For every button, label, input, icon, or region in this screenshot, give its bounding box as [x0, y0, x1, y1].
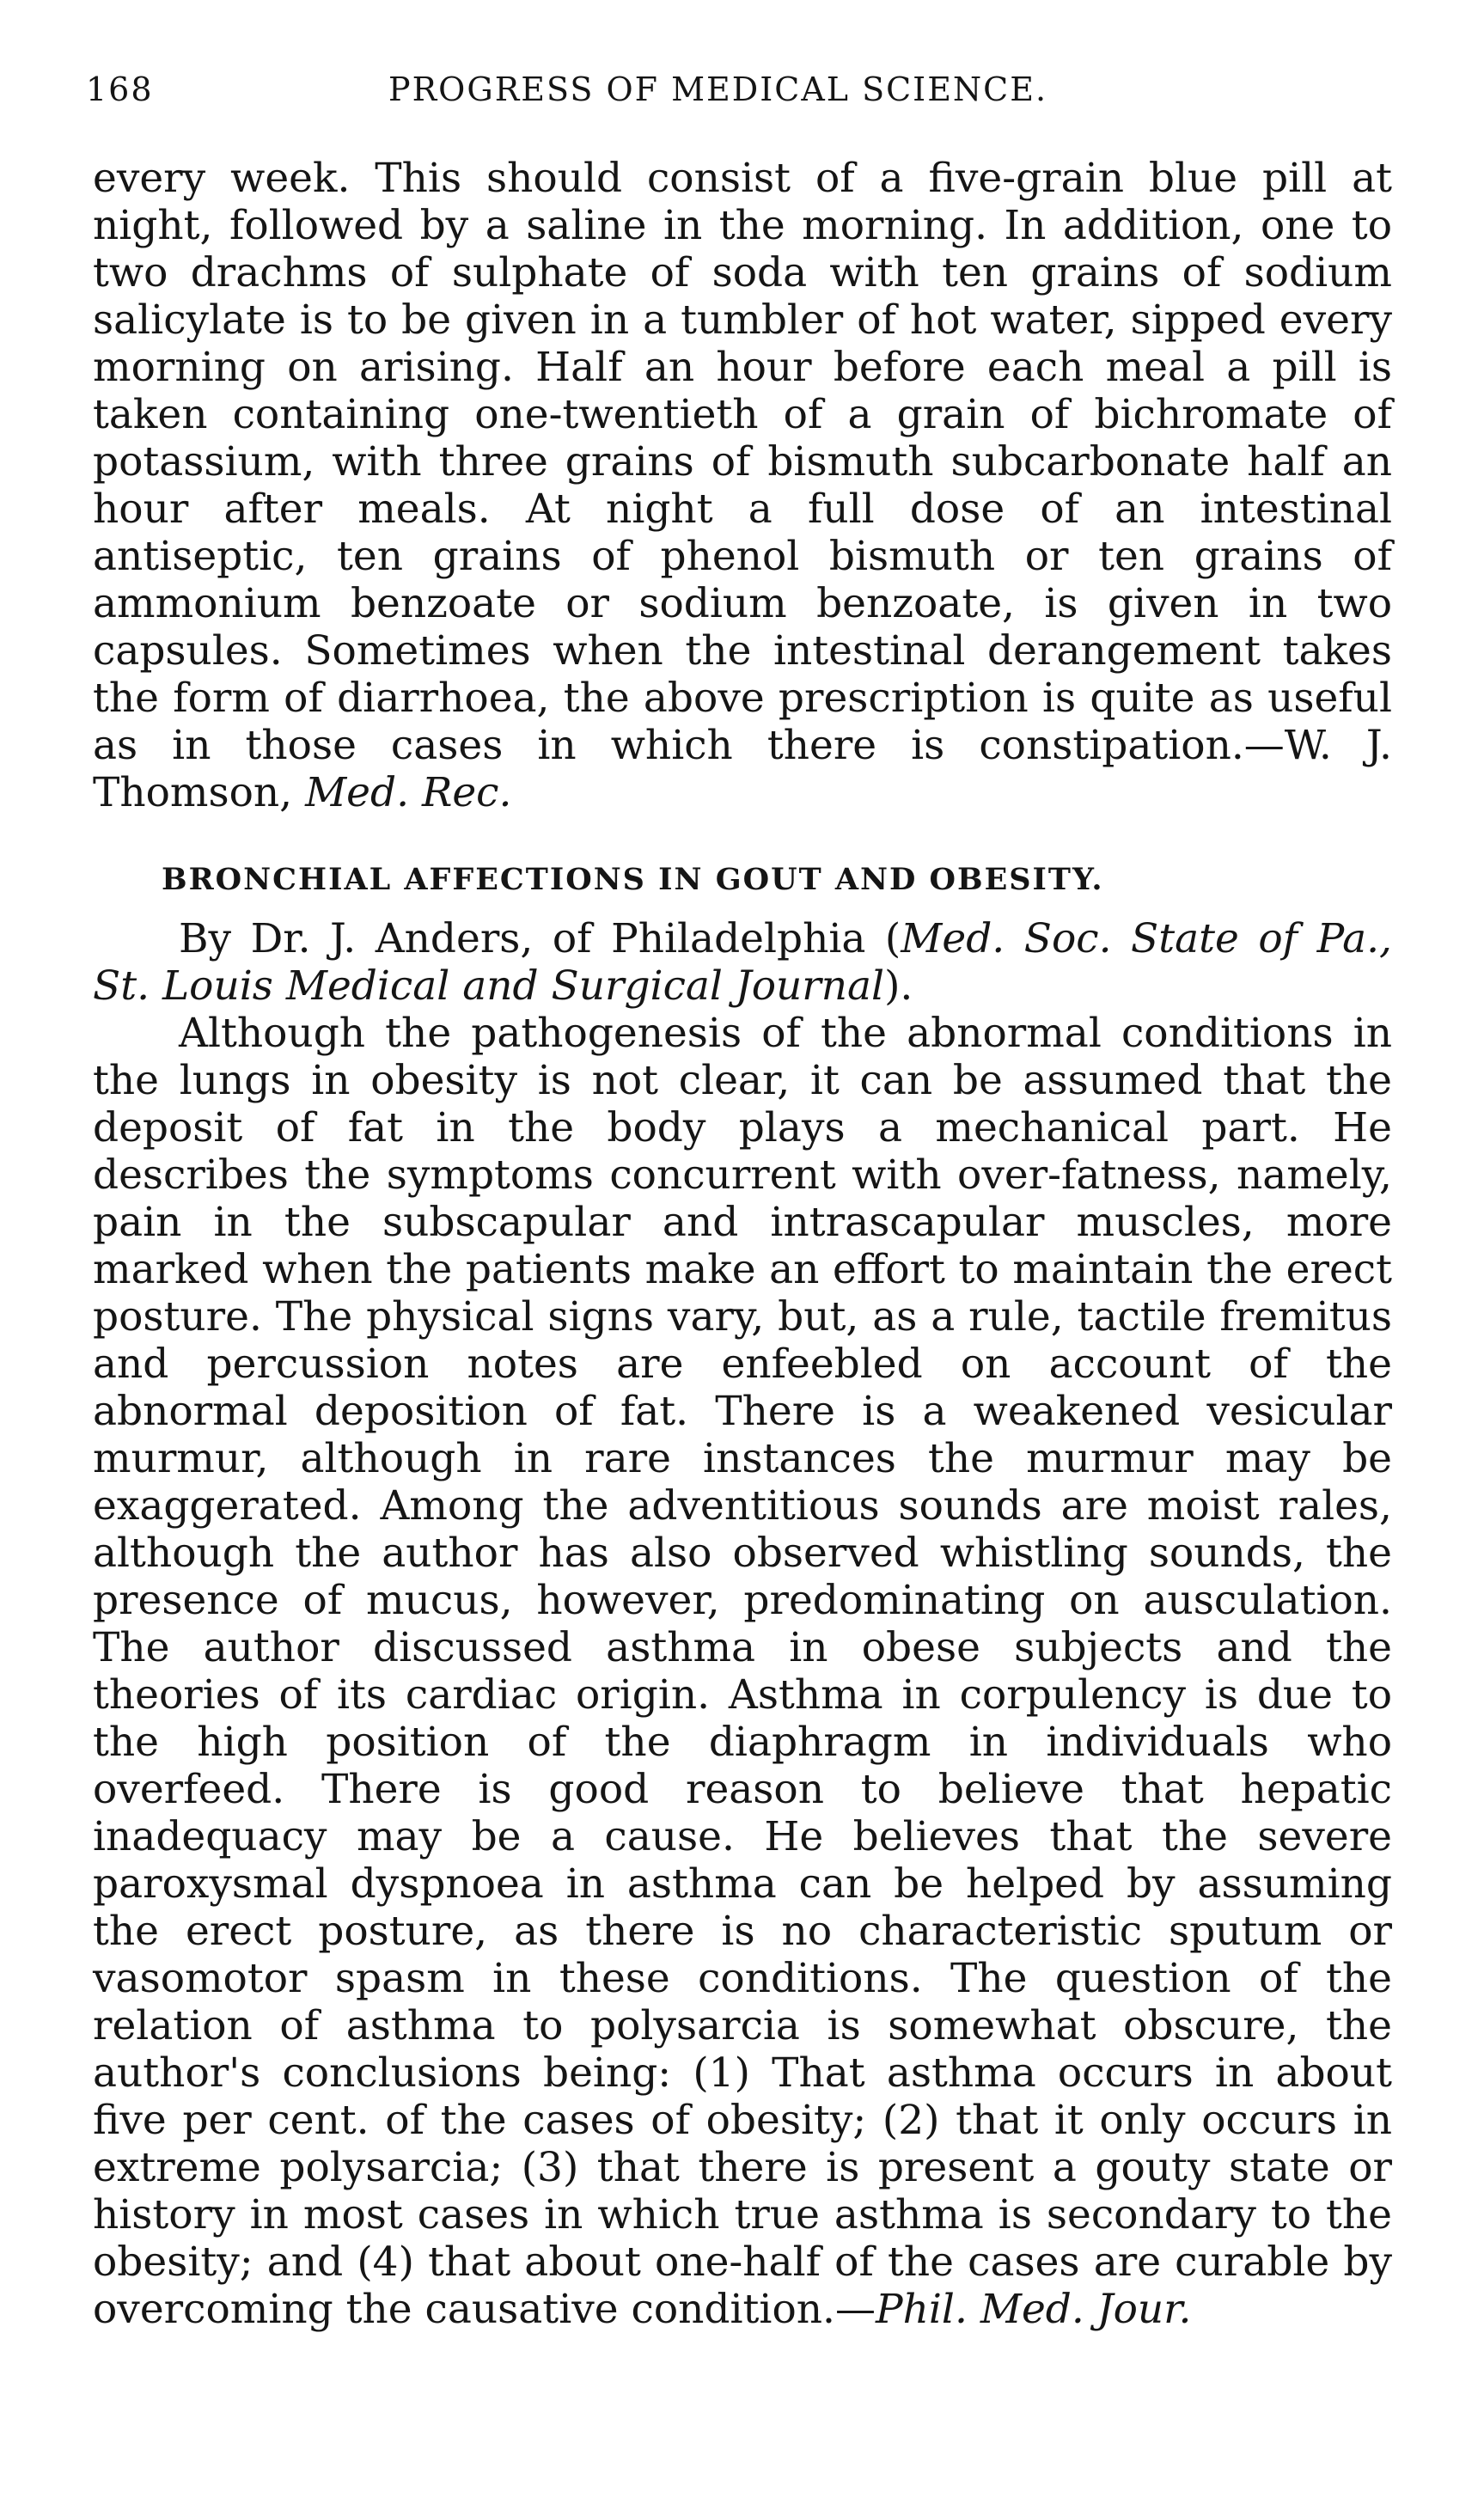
byline-prefix: By Dr. J. Anders, of Philadelphia ( — [179, 915, 901, 962]
article-body-paragraph — [93, 1010, 1392, 2333]
page-body — [93, 155, 1392, 2333]
source-citation: Phil. Med. Jour. — [875, 2286, 1192, 2333]
page-header — [86, 70, 1375, 122]
running-title: PROGRESS OF MEDICAL SCIENCE. — [388, 70, 1048, 108]
continuation-text: every week. This should consist of a five-grain blue pill at night, followed by a saline in the morning. In addition, one to two drachms of sulphate of soda with ten grains of sodium salicylate is to be given in a tumbler of hot water, sipped every morning on arising. Half an hour before each meal a pill is taken containing one-twentieth of a grain of bichromate of potassium, with three grains of bismuth subcarbonate half an hour after meals. At night a full dose of an intestinal antiseptic, ten grains of phenol bismuth or ten grains of ammonium benzoate or sodium benzoate, is given in two capsules. Sometimes when the intestinal derangement takes the form of diarrhoea, the above prescription is quite as useful as in those cases in which there is constipation.—W. J. Thomson, — [93, 155, 1392, 816]
byline-suffix: ). — [884, 962, 913, 1010]
section-heading: BRONCHIAL AFFECTIONS IN GOUT AND OBESITY. — [162, 862, 1104, 897]
byline — [93, 915, 1392, 1010]
body-text: Although the pathogenesis of the abnormal conditions in the lungs in obesity is not clear, it can be assumed that the deposit of fat in the body plays a mechanical part. He describes the symptoms concurrent with over-fatness, namely, pain in the subscapular and intrascapular muscles, more marked when the patients make an effort to maintain the erect posture. The physical signs vary, but, as a rule, tactile fremitus and percussion notes are enfeebled on account of the abnormal deposition of fat. There is a weakened vesicular murmur, although in rare instances the murmur may be exaggerated. Among the adventitious sounds are moist rales, although the author has also observed whistling sounds, the presence of mucus, however, predominating on ausculation. The author discussed asthma in obese subjects and the theories of its cardiac origin. Asthma in corpulency is due to the high position of the diaphragm in individuals who overfeed. There is good reason to believe that hepatic inadequacy may be a cause. He believes that the severe paroxysmal dyspnoea in asthma can be helped by assuming the erect posture, as there is no characteristic sputum or vasomotor spasm in these conditions. The question of the relation of asthma to polysarcia is somewhat obscure, the author's conclusions being: (1) That asthma occurs in about five per cent. of the cases of obesity; (2) that it only occurs in extreme polysarcia; (3) that there is present a gouty state or history in most cases in which true asthma is secondary to the obesity; and (4) that about one-half of the cases are curable by overcoming the causative condition.— — [93, 1010, 1392, 2333]
byline-source: Med. Soc. State of Pa., St. Louis Medical and Surgical Journal — [93, 915, 1392, 1010]
page-number: 168 — [86, 70, 154, 108]
article-continuation-paragraph — [93, 155, 1392, 816]
source-citation: Med. Rec. — [305, 769, 512, 816]
